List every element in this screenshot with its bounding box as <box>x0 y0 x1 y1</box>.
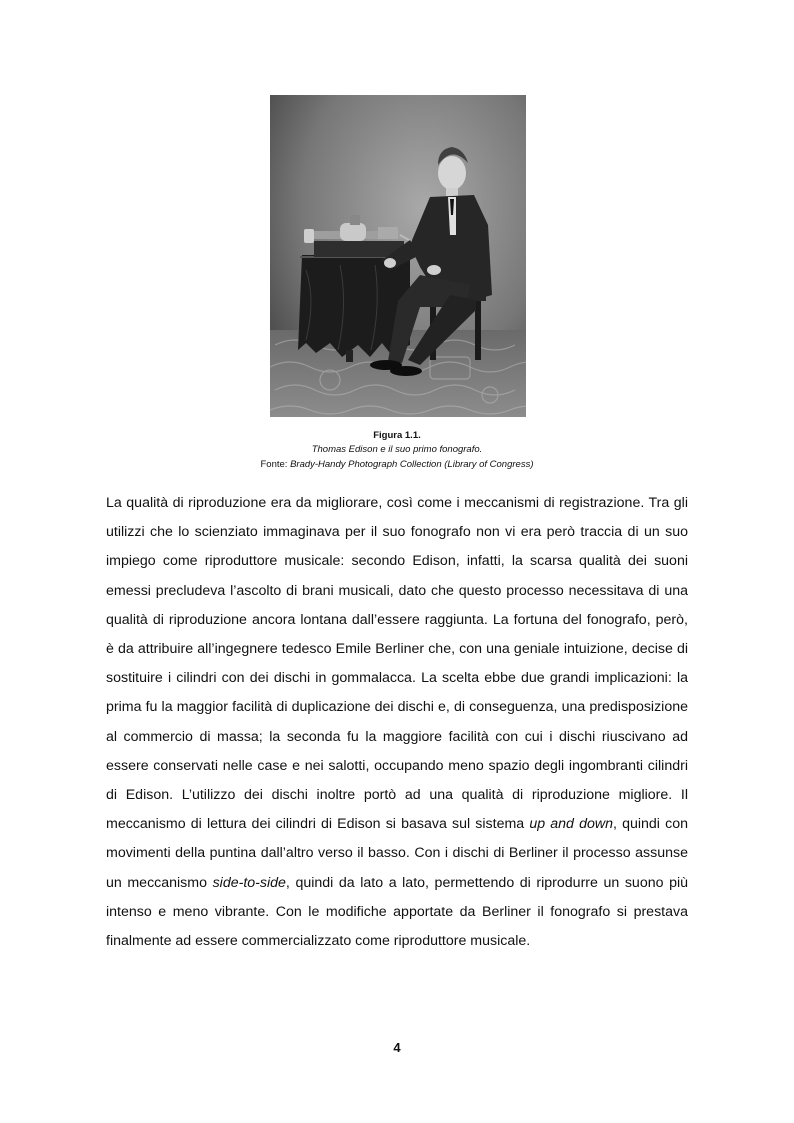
figure-photo <box>270 95 526 417</box>
figure-source-prefix: Fonte: <box>260 459 291 470</box>
body-text-part-1: La qualità di riproduzione era da migliorare, così come i meccanismi di registrazione. Tra gli utilizzi che lo scienziato immaginava per il suo fonografo non vi era però traccia di un suo impiego come riproduttore musicale: secondo Edison, infatti, la scarsa qualità dei suoni emessi precludeva l’ascolto di brani musicali, dato che questo processo necessitava di una qualità di riproduzione ancora lontana dall’essere raggiunta. La fortuna del fonografo, però, è da attribuire all’ingegnere tedesco Emile Berliner che, con una geniale intuizione, decise di sostituire i cilindri con dei dischi in gommalacca. La scelta ebbe due grandi implicazioni: la prima fu la maggior facilità di duplicazione dei dischi e, di conseguenza, una predisposizione al commercio di massa; la seconda fu la maggiore facilità con cui i dischi riuscivano ad essere conservati nelle case e nei salotti, occupando meno spazio degli ingombranti cilindri di Edison. L’utilizzo dei dischi inoltre portò ad una qualità di riproduzione migliore. Il meccanismo di lettura dei cilindri di Edison si basava sul sistema <box>106 495 688 833</box>
figure-source-name: Brady-Handy Photograph Collection (Library of Congress) <box>290 459 534 470</box>
figure-label: Figura 1.1. <box>373 430 421 441</box>
figure-source <box>0 458 794 472</box>
body-text-part-2: , quindi con movimenti della puntina dall’altro verso il basso. Con i dischi di Berliner il processo assunse un meccanismo <box>106 816 688 891</box>
body-paragraph <box>106 489 688 956</box>
figure-title: Thomas Edison e il suo primo fonografo. <box>311 444 483 455</box>
body-text-part-3: , quindi da lato a lato, permettendo di riprodurre un suono più intenso e meno vibrante. Con le modifiche apportate da Berliner il fonografo si prestava finalmente ad essere commercializzato come riproduttore musicale. <box>106 874 689 950</box>
page-number: 4 <box>393 1040 401 1055</box>
emphasis-up-and-down: up and down <box>529 816 613 833</box>
emphasis-side-to-side: side-to-side <box>212 874 286 891</box>
